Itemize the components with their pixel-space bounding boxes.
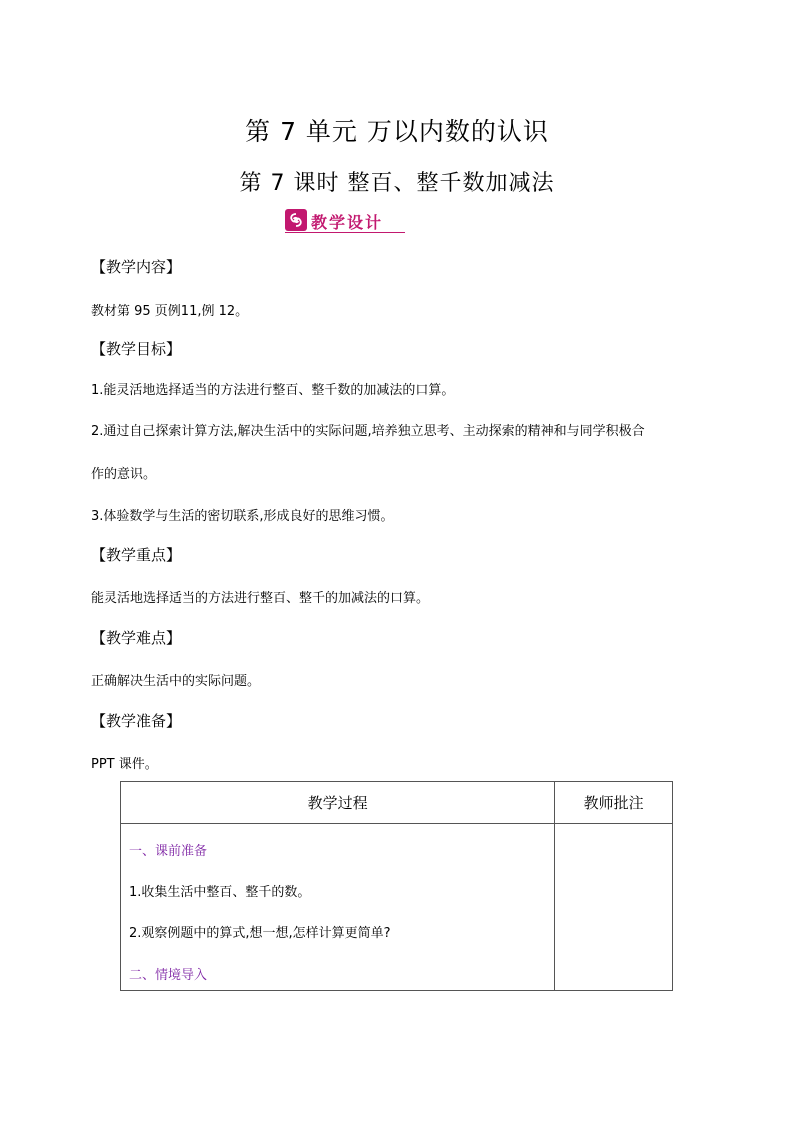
teaching-design-banner (285, 209, 405, 233)
goal-1: 1.能灵活地选择适当的方法进行整百、整千数的加减法的口算。 (91, 383, 455, 398)
lesson-title: 第 7 课时 整百、整千数加减法 (239, 171, 555, 196)
teaching-process-table (120, 781, 673, 991)
key-heading: 【教学重点】 (91, 546, 182, 564)
table-header-row (121, 782, 673, 824)
goal-2-line-2: 作的意识。 (91, 467, 157, 482)
unit-title: 第 7 单元 万以内数的认识 (245, 117, 549, 146)
key-text: 能灵活地选择适当的方法进行整百、整千的加减法的口算。 (91, 591, 430, 606)
prep-text: PPT 课件。 (91, 757, 158, 772)
col-header-notes: 教师批注 (555, 782, 673, 824)
col-header-process: 教学过程 (121, 782, 555, 824)
section-title-intro: 二、情境导入 (129, 968, 208, 983)
prep-heading: 【教学准备】 (91, 712, 182, 730)
process-item-2: 2.观察例题中的算式,想一想,怎样计算更简单? (129, 926, 391, 941)
goal-2-line-1: 2.通过自己探索计算方法,解决生活中的实际问题,培养独立思考、主动探索的精神和与同学积极合 (91, 424, 645, 439)
table-row (121, 824, 673, 991)
banner-label: 教学设计 (311, 213, 384, 232)
goals-heading: 【教学目标】 (91, 340, 182, 358)
swirl-logo-icon (285, 209, 307, 231)
process-cell (121, 824, 555, 991)
teacher-notes-cell (555, 824, 673, 991)
goal-3: 3.体验数学与生活的密切联系,形成良好的思维习惯。 (91, 509, 394, 524)
section-title-prep: 一、课前准备 (129, 844, 208, 859)
banner-underline (285, 232, 405, 233)
difficulty-heading: 【教学难点】 (91, 629, 182, 647)
content-text: 教材第 95 页例11,例 12。 (91, 304, 249, 319)
difficulty-text: 正确解决生活中的实际问题。 (91, 674, 261, 689)
process-item-1: 1.收集生活中整百、整千的数。 (129, 885, 311, 900)
content-heading: 【教学内容】 (91, 258, 182, 276)
